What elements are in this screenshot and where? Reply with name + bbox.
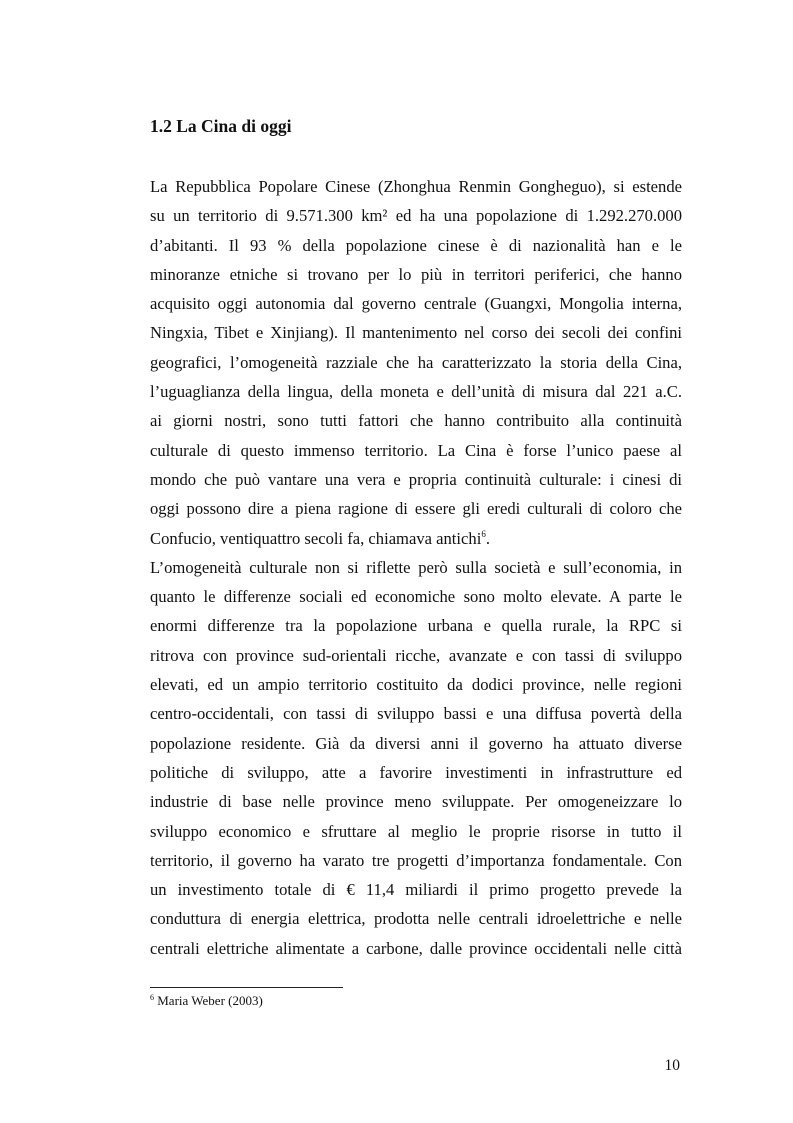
text-line-end: .: [485, 528, 490, 548]
text-line: La Repubblica Popolare Cinese (Zhonghua Renmin Gongheguo), si estende: [150, 177, 682, 196]
text-line: centro-occidentali, con tassi di sviluppo bassi e una diffusa povertà della: [150, 704, 682, 724]
text-line: su un territorio di 9.571.300 km² ed ha una popolazione di 1.292.270.000: [150, 206, 682, 226]
text-line: centrali elettriche alimentate a carbone, dalle province occidentali nelle città: [150, 938, 682, 958]
text-line: acquisito oggi autonomia dal governo centrale (Guangxi, Mongolia interna,: [150, 294, 682, 314]
text-line: elevati, ed un ampio territorio costituito da dodici province, nelle regioni: [150, 675, 682, 695]
text-line: ai giorni nostri, sono tutti fattori che hanno contribuito alla continuità: [150, 411, 682, 431]
text-line: mondo che può vantare una vera e propria continuità culturale: i cinesi di: [150, 469, 682, 489]
footnote-separator: [150, 987, 343, 988]
text-line: minoranze etniche si trovano per lo più in territori periferici, che hanno: [150, 264, 682, 284]
text-line: popolazione residente. Già da diversi anni il governo ha attuato diverse: [150, 733, 682, 753]
text-line: culturale di questo immenso territorio. La Cina è forse l’unico paese al: [150, 440, 682, 460]
footnote: [150, 993, 263, 1009]
text-line: l’uguaglianza della lingua, della moneta e dell’unità di misura dal 221 a.C.: [150, 382, 682, 402]
page-number: 10: [664, 1057, 680, 1074]
text-line: oggi possono dire a piena ragione di essere gli eredi culturali di coloro che: [150, 499, 682, 519]
text-line: geografici, l’omogeneità razziale che ha caratterizzato la storia della Cina,: [150, 352, 682, 372]
text-line: territorio, il governo ha varato tre progetti d’importanza fondamentale. Con: [150, 850, 682, 870]
text-line: un investimento totale di € 11,4 miliardi il primo progetto prevede la: [150, 880, 682, 900]
paragraph: [150, 553, 682, 963]
text-line: ritrova con province sud-orientali ricche, avanzate e con tassi di sviluppo: [150, 645, 682, 665]
text-line: enormi differenze tra la popolazione urbana e quella rurale, la RPC si: [150, 616, 682, 636]
text-line: quanto le differenze sociali ed economiche sono molto elevate. A parte le: [150, 587, 682, 607]
footnote-reference[interactable]: 6: [481, 528, 486, 539]
text-line: L’omogeneità culturale non si riflette però sulla società e sull’economia, in: [150, 557, 682, 577]
section-heading: 1.2 La Cina di oggi: [150, 116, 292, 136]
text-line-content: Confucio, ventiquattro secoli fa, chiamava antichi: [150, 528, 482, 548]
text-line: d’abitanti. Il 93 % della popolazione cinese è di nazionalità han e le: [150, 235, 682, 255]
footnote-text: Maria Weber (2003): [154, 993, 263, 1008]
text-line: politiche di sviluppo, atte a favorire investimenti in infrastrutture ed: [150, 762, 682, 782]
paragraph: [150, 172, 682, 553]
text-line: sviluppo economico e sfruttare al meglio le proprie risorse in tutto il: [150, 821, 682, 841]
footnote-number: 6: [150, 993, 154, 1002]
text-line: industrie di base nelle province meno sviluppate. Per omogeneizzare lo: [150, 792, 682, 812]
text-line: Ningxia, Tibet e Xinjiang). Il mantenimento nel corso dei secoli dei confini: [150, 323, 682, 343]
body-text: [150, 172, 682, 963]
text-line-last: [150, 524, 682, 553]
text-line: conduttura di energia elettrica, prodotta nelle centrali idroelettriche e nelle: [150, 909, 682, 929]
